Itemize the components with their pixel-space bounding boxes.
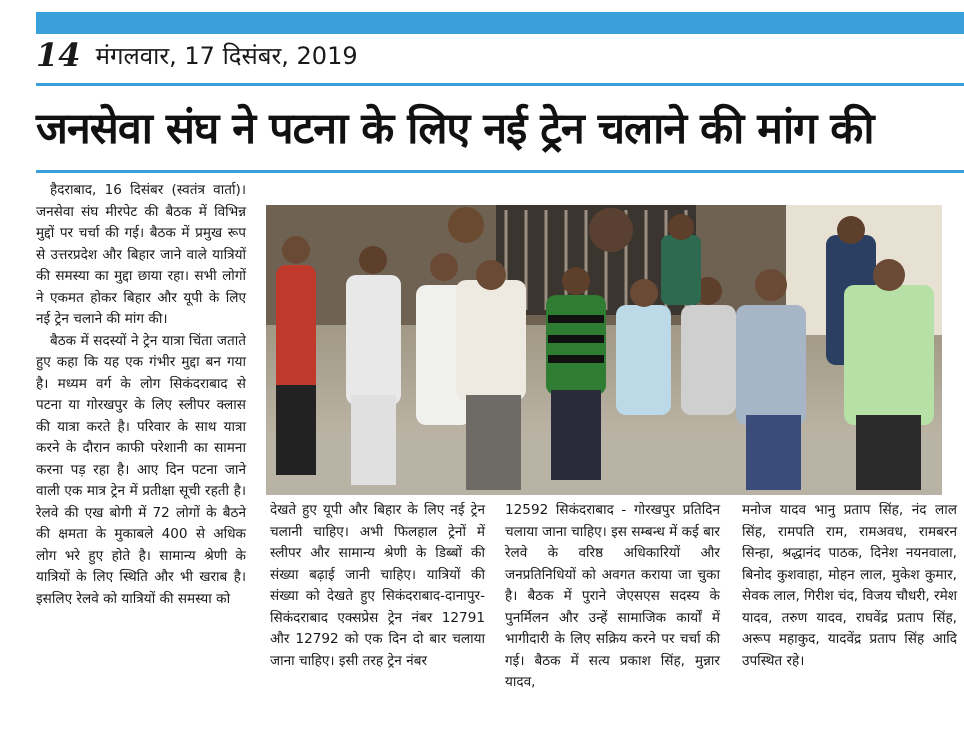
group-photo-illustration [266,205,942,495]
article-paragraph: मनोज यादव भानु प्रताप सिंह, नंद लाल सिंह, रामपति राम, रामअवध, रामबरन सिन्हा, श्रद्धानंद पाठक, दिनेश नयनवाला, बिनोद कुशवाहा, मोहन लाल, मुकेश कुमार, सेवक लाल, गिरीश चंद, विजय चौधरी, रमेश यादव, तरुण यादव, राघवेंद्र प्रताप सिंह, अरूप महाकुद, यादवेंद्र प्रताप सिंह आदि उपस्थित रहे। [742,502,957,669]
article-column-2 [270,500,485,672]
top-color-bar [36,12,964,34]
issue-date: मंगलवार, 17 दिसंबर, 2019 [95,41,358,70]
headline: जनसेवा संघ ने पटना के लिए नई ट्रेन चलाने की मांग की [36,104,874,154]
article-paragraph: बैठक में सदस्यों ने ट्रेन यात्रा चिंता जताते हुए कहा कि यह एक गंभीर मुद्दा बन गया है। मध्यम वर्ग के लोग सिकंदराबाद से पटना या गोरखपुर के लिए स्लीपर क्लास की यात्रा करते है। परिवार के साथ यात्रा करने के दौरान काफी परेशानी का सामना करना पड़ रहा है। आए दिन पटना जाने वाली एक मात्र ट्रेन में प्रतीक्षा सूची रहती है। रेलवे की एख बोगी में 72 लोगों के बैठने की क्षमता के मुकाबले 400 से अधिक लोग भरे हुए होते है। सामान्य श्रेणी के यात्रियों के लिए स्थिति और भी खराब है। इसलिए रेलवे को यात्रियों की समस्या को [36,332,246,607]
article-paragraph: देखते हुए यूपी और बिहार के लिए नई ट्रेन चलानी चाहिए। अभी फिलहाल ट्रेनों में स्लीपर और सामान्य श्रेणी के डिब्बों की संख्या बढ़ाई जानी चाहिए। यात्रियों की संख्या को देखते हुए सिकंदराबाद-दानापुर-सिकंदराबाद एक्सप्रेस ट्रेन नंबर 12791 और 12792 को एक दिन दो बार चलाया जाना चाहिए। इसी तरह ट्रेन नंबर [270,502,485,669]
page-number: 14 [36,36,81,74]
article-column-3 [505,500,720,694]
article-column-4 [742,500,957,672]
headline-rule [36,170,964,173]
group-photo [266,205,942,495]
dateline [36,36,358,76]
header-rule [36,83,964,86]
article-paragraph: 12592 सिकंदराबाद - गोरखपुर प्रतिदिन चलाया जाना चाहिए। इस सम्बन्ध में कई बार रेलवे के वरिष्ठ अधिकारियों और जनप्रतिनिधियों को अवगत कराया जा चुका है। बैठक में पुराने जेएसएस सदस्य के पुनर्मिलन और उन्हें सामाजिक कार्यों में भागीदारी के लिए सक्रिय करने पर चर्चा की गई। बैठक में सत्य प्रकाश सिंह, मुन्नार यादव, [505,502,720,690]
article-column-1 [36,180,246,610]
article-paragraph: हैदराबाद, 16 दिसंबर (स्वतंत्र वार्ता)। जनसेवा संघ मीरपेट की बैठक में विभिन्न मुद्दों पर चर्चा की गई। बैठक में प्रमुख रूप से उत्तरप्रदेश और बिहार जाने वाले यात्रियों की समस्या का मुद्दा छाया रहा। सभी लोगों ने एकमत होकर बिहार और यूपी के लिए नई ट्रेन चलाने की मांग की। [36,182,246,327]
